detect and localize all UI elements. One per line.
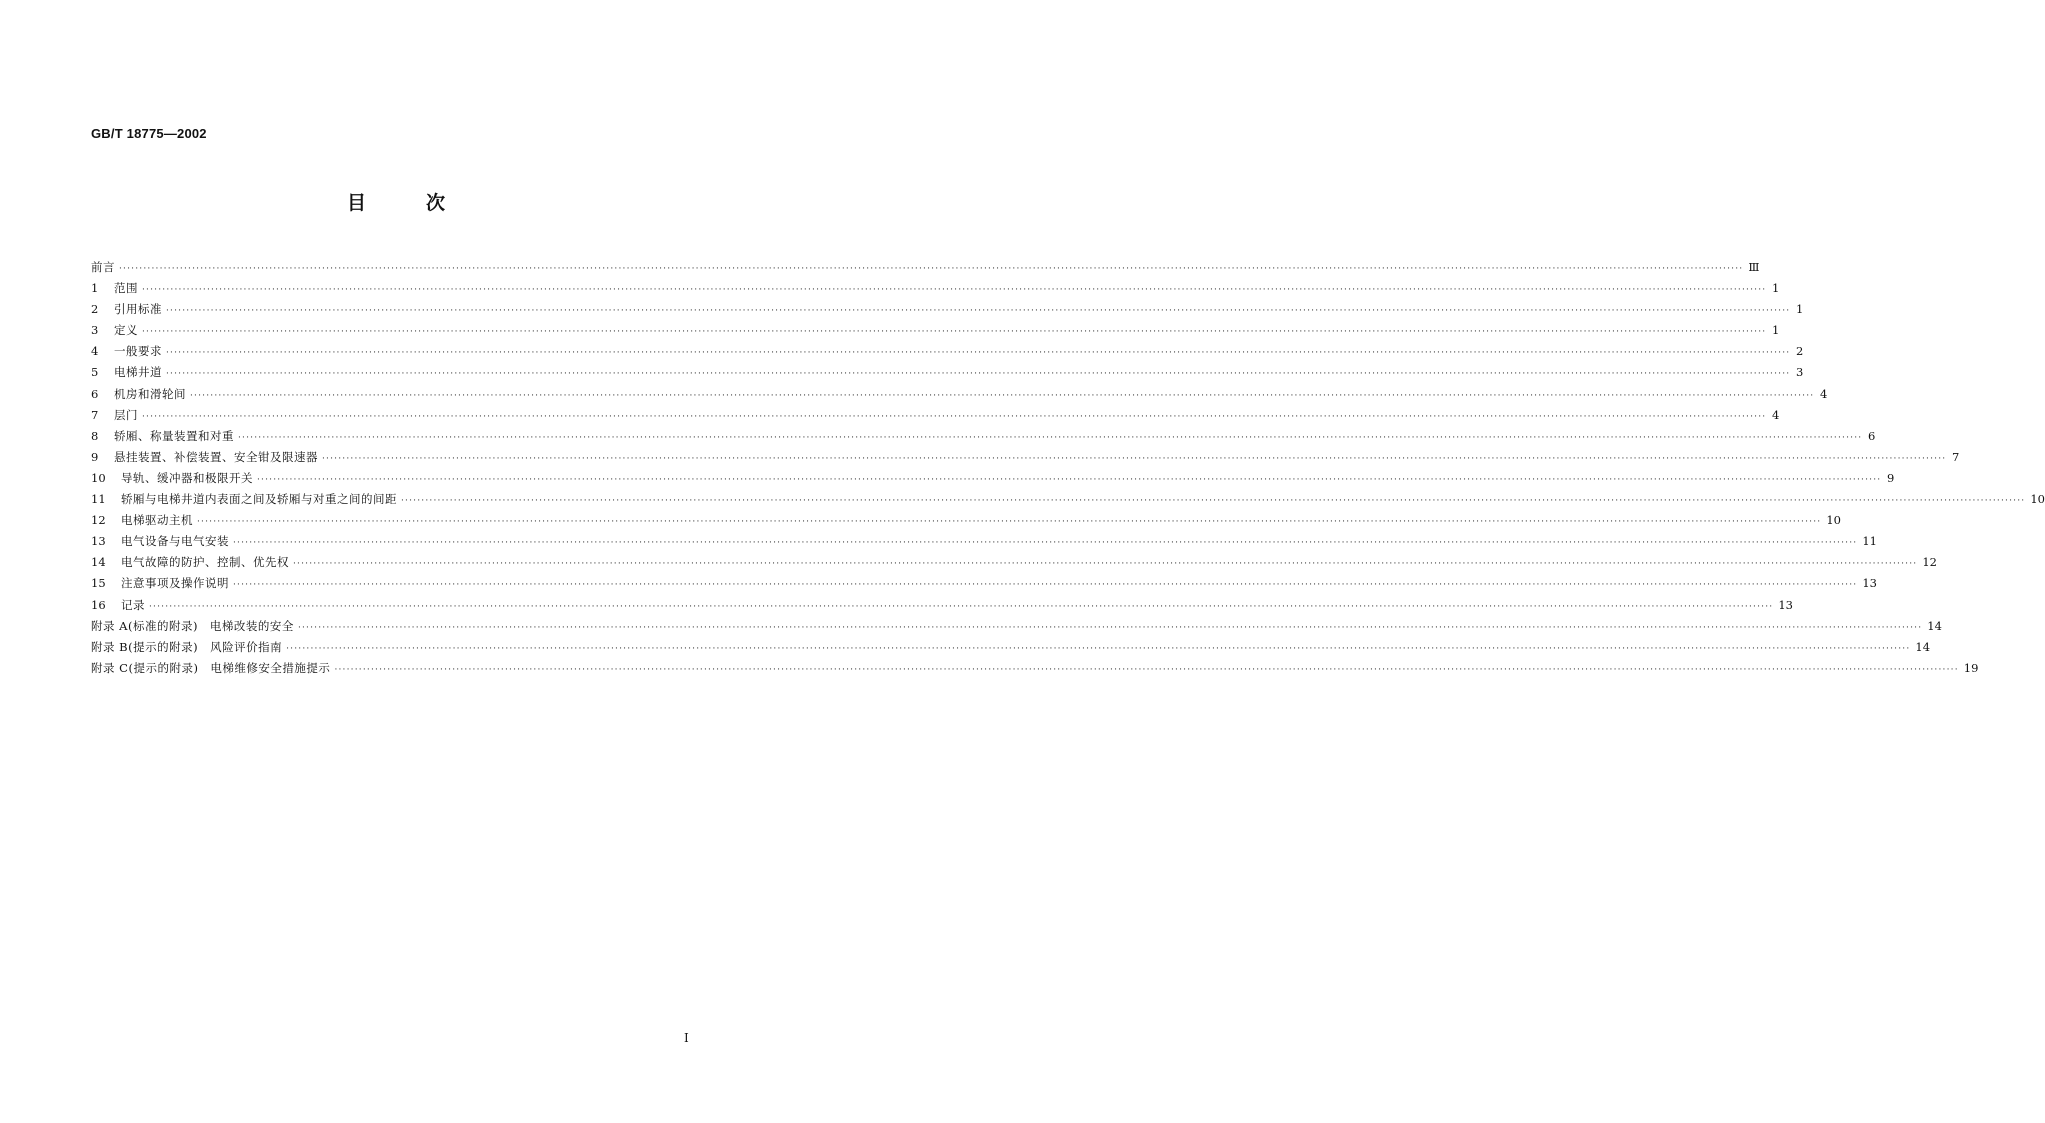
toc-entry-label: 附录 A(标准的附录) 电梯改装的安全: [91, 618, 294, 633]
toc-entry[interactable]: [91, 447, 1960, 468]
toc-entry[interactable]: [91, 616, 1942, 637]
toc-leader-dots: ················································································································································································································································································································································································································: [166, 348, 1791, 359]
toc-entry-label: 范围: [114, 281, 138, 296]
toc-leader-dots: ················································································································································································································································································································································································································: [142, 285, 1767, 296]
toc-entry-number: 8: [91, 428, 99, 443]
toc-leader-dots: ················································································································································································································································································································································································································: [142, 327, 1767, 338]
toc-entry-page: 9: [1887, 470, 1895, 485]
toc-entry-number: 6: [91, 386, 99, 401]
toc-entry-label: 机房和滑轮间: [114, 386, 186, 401]
toc-entry-page: 1: [1772, 323, 1780, 338]
toc-entry-page: 1: [1796, 302, 1804, 317]
toc-entry-page: 2: [1796, 344, 1804, 359]
toc-entry[interactable]: [91, 384, 1828, 405]
toc-entry[interactable]: [91, 320, 1780, 341]
toc-entry-label: 电梯井道: [114, 365, 162, 380]
toc-entry-page: 13: [1862, 576, 1877, 591]
toc-entry-number: 4: [91, 344, 99, 359]
footer-page-number: I: [684, 1031, 689, 1045]
toc-entry-page: 19: [1963, 660, 1979, 675]
toc-leader-dots: ················································································································································································································································································································································································································: [233, 580, 1858, 591]
toc-entry[interactable]: [91, 468, 1895, 489]
toc-entry-label: 电气故障的防护、控制、优先权: [121, 555, 289, 570]
toc-entry-page: 3: [1796, 365, 1804, 380]
toc-entry[interactable]: [91, 552, 1937, 573]
toc-leader-dots: ················································································································································································································································································································································································································: [322, 453, 1947, 464]
toc-entry-number: 13: [91, 534, 106, 549]
toc-leader-dots: ················································································································································································································································································································································································································: [197, 517, 1822, 528]
toc-entry-page: 13: [1778, 597, 1793, 612]
toc-entry-number: 11: [91, 492, 106, 507]
toc-entry-page: 12: [1922, 555, 1937, 570]
toc-entry-label: 一般要求: [114, 344, 162, 359]
toc-entry[interactable]: [91, 573, 1877, 594]
toc-entry-number: 10: [91, 470, 106, 485]
toc-entry-number: 16: [91, 597, 106, 612]
toc-leader-dots: ················································································································································································································································································································································································································: [238, 432, 1863, 443]
toc-entry-label: 定义: [114, 323, 138, 338]
table-of-contents: [91, 257, 2045, 679]
toc-entry-page: 1: [1772, 281, 1780, 296]
standard-code: GB/T 18775—2002: [91, 126, 207, 141]
toc-entry-label: 层门: [114, 407, 138, 422]
toc-entry[interactable]: [91, 278, 1780, 299]
toc-entry-number: 5: [91, 365, 99, 380]
toc-leader-dots: ················································································································································································································································································································································································································: [142, 411, 1767, 422]
toc-entry-label: 引用标准: [114, 302, 162, 317]
toc-entry-label: 导轨、缓冲器和极限开关: [121, 470, 253, 485]
toc-entry[interactable]: [91, 257, 1760, 278]
toc-entry-page: 14: [1927, 618, 1942, 633]
toc-entry[interactable]: [91, 405, 1780, 426]
toc-entry-number: 15: [91, 576, 106, 591]
toc-entry[interactable]: [91, 637, 1931, 658]
toc-entry-page: 6: [1868, 428, 1876, 443]
toc-entry-page: 4: [1820, 386, 1828, 401]
toc-entry-page: 14: [1915, 639, 1931, 654]
toc-leader-dots: ················································································································································································································································································································································································································: [257, 474, 1882, 485]
toc-entry[interactable]: [91, 595, 1793, 616]
toc-leader-dots: ················································································································································································································································································································································································································: [233, 538, 1858, 549]
toc-leader-dots: ················································································································································································································································································································································································································: [166, 369, 1791, 380]
toc-entry[interactable]: [91, 341, 1804, 362]
toc-entry[interactable]: [91, 426, 1876, 447]
toc-entry-number: 14: [91, 555, 106, 570]
toc-entry[interactable]: [91, 510, 1841, 531]
toc-entry-page: 11: [1862, 534, 1877, 549]
toc-leader-dots: ················································································································································································································································································································································································································: [286, 643, 1911, 654]
toc-leader-dots: ················································································································································································································································································································································································································: [334, 664, 1959, 675]
toc-entry-page: Ⅲ: [1748, 260, 1760, 274]
toc-entry[interactable]: [91, 489, 2045, 510]
toc-entry-label: 注意事项及操作说明: [121, 576, 229, 591]
toc-entry-page: 10: [2030, 492, 2045, 507]
toc-entry-label: 前言: [91, 260, 115, 274]
toc-leader-dots: ················································································································································································································································································································································································································: [401, 496, 2026, 507]
toc-entry[interactable]: [91, 658, 1979, 679]
toc-entry-label: 轿厢、称量装置和对重: [114, 428, 234, 443]
toc-entry-label: 电气设备与电气安装: [121, 534, 229, 549]
title-char-1: 目: [346, 192, 368, 214]
toc-entry-page: 10: [1826, 513, 1841, 528]
toc-entry-number: 12: [91, 513, 106, 528]
toc-entry-label: 轿厢与电梯井道内表面之间及轿厢与对重之间的间距: [121, 492, 397, 507]
toc-entry-label: 附录 C(提示的附录) 电梯维修安全措施提示: [91, 660, 331, 675]
toc-entry-number: 2: [91, 302, 99, 317]
toc-entry-page: 7: [1952, 449, 1960, 464]
toc-entry-label: 附录 B(提示的附录) 风险评价指南: [91, 639, 283, 654]
toc-entry-number: 1: [91, 281, 99, 296]
toc-leader-dots: ················································································································································································································································································································································································································: [149, 601, 1774, 612]
toc-entry-number: 3: [91, 323, 99, 338]
toc-entry[interactable]: [91, 531, 1877, 552]
toc-entry-label: 记录: [121, 597, 145, 612]
toc-entry-number: 9: [91, 449, 99, 464]
toc-leader-dots: ················································································································································································································································································································································································································: [293, 559, 1918, 570]
toc-entry-page: 4: [1772, 407, 1780, 422]
toc-entry[interactable]: [91, 299, 1804, 320]
title-char-2: 次: [426, 192, 448, 214]
toc-leader-dots: ················································································································································································································································································································································································································: [297, 622, 1923, 633]
toc-entry-number: 7: [91, 407, 99, 422]
toc-leader-dots: ················································································································································································································································································································································································································: [166, 306, 1791, 317]
toc-leader-dots: ················································································································································································································································································································································································································: [119, 264, 1744, 274]
toc-entry-label: 悬挂装置、补偿装置、安全钳及限速器: [114, 449, 318, 464]
toc-leader-dots: ················································································································································································································································································································································································································: [190, 390, 1815, 401]
toc-entry[interactable]: [91, 362, 1804, 383]
toc-entry-label: 电梯驱动主机: [121, 513, 193, 528]
page-title: [0, 188, 794, 215]
